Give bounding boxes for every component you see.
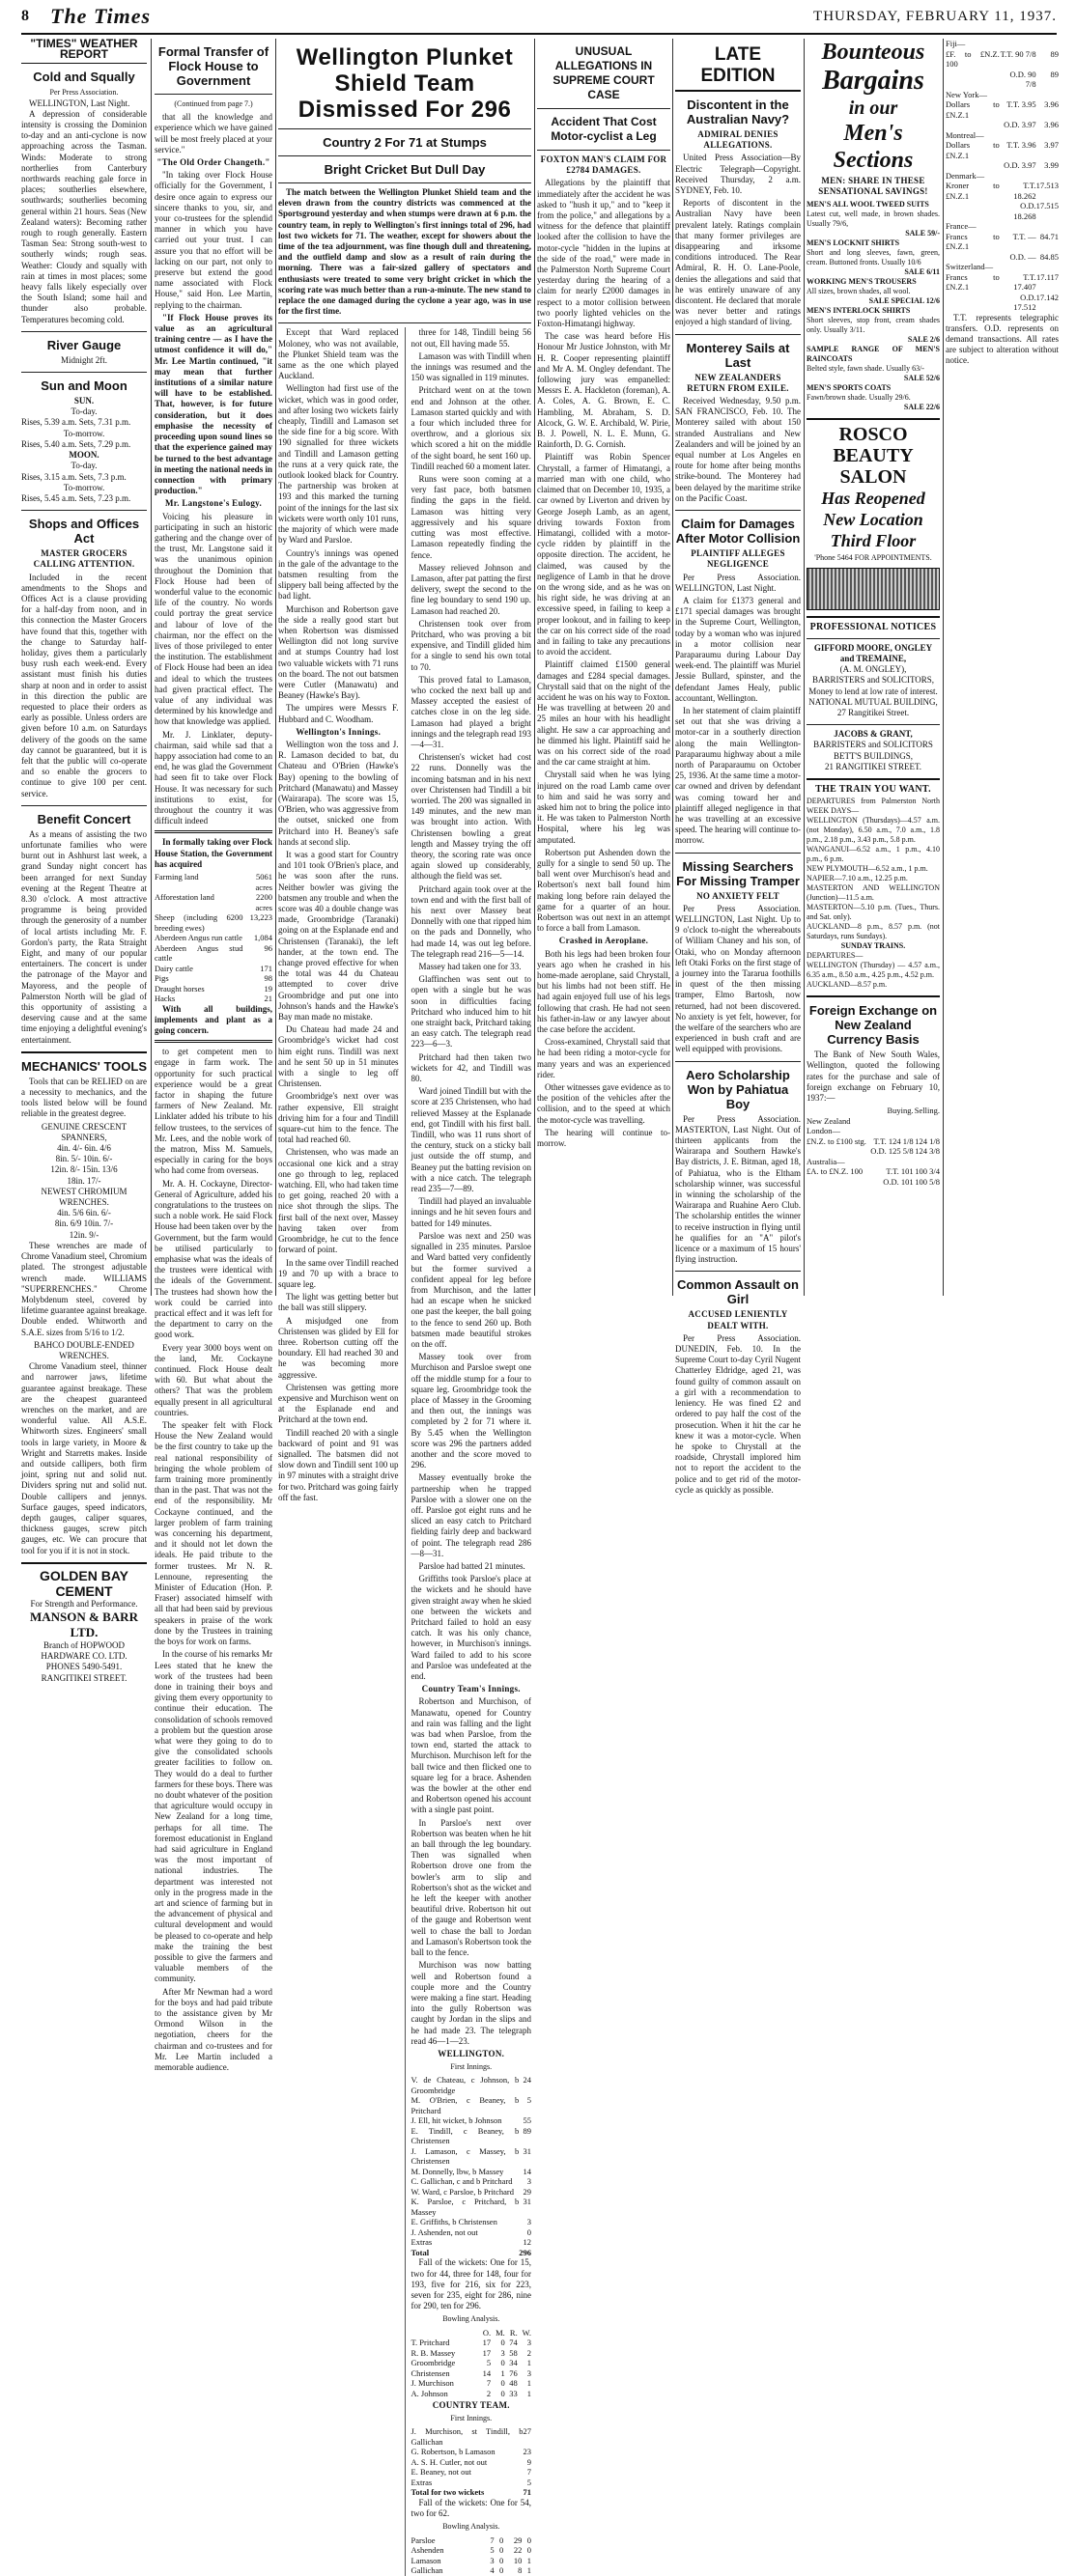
table-row: Pigs 98 <box>155 973 272 984</box>
moon-row: Rises, 3.15 a.m. Sets, 7.3 p.m. <box>21 471 127 482</box>
tools-line: 12in. 8/- 15in. 13/6 <box>50 1164 118 1175</box>
column-3 <box>278 39 531 2576</box>
table-row: New Zealand <box>807 1115 851 1126</box>
table-row: Hacks 21 <box>155 994 272 1004</box>
court-case-heading: UNUSUAL ALLEGATIONS IN SUPREME COURT CASE <box>552 44 655 101</box>
table-row: Ashenden 5 0 22 0 <box>411 2545 531 2556</box>
monterey-subheading: NEW ZEALANDERS RETURN FROM EXILE. <box>687 372 789 393</box>
missing-searchers-subheading: NO ANXIETY FELT <box>696 890 779 901</box>
table-row: J. Murchison, st Tindill, b Gallichan 27 <box>411 2426 531 2447</box>
ad-line: in our <box>848 98 898 119</box>
ad-line: Has Reopened <box>821 489 925 509</box>
article-paragraph: Pritchard had then taken two wickets for 42, and Tindill was 80. <box>411 1051 531 1084</box>
fx-note: T.T. represents telegraphic transfers. O.D. represents on demand transactions. All rates are subject to alteration without notice. <box>946 312 1059 366</box>
today-label: To-day. <box>71 461 98 471</box>
train-line: MASTERTON—5.10 p.m. (Tues., Thurs. and Sat. only). <box>807 903 940 922</box>
claim-damages-heading: Claim for Damages After Motor Collision <box>675 517 801 546</box>
article-paragraph: In Parsloe's next over Robertson was beaten when he hit an ball through the leg boundary. Then was signalled when Robertson drove one from the bowler's arm to slip and Robertson's shot as the wicket and he left the keeper with another beautiful drive. Robertson hit out of the gauge and Robertson went well to chase the ball to Jordan and Lamason's Robertson took the ball to the fence. <box>411 1817 531 1958</box>
table-row: J. Lamason, c Massey, b Christensen 31 <box>411 2145 531 2167</box>
article-paragraph: Christensen's wicket had cost 22 runs. Donnelly was the incoming batsman and in his next over Christensen had Tindill a bit worried. The 200 was signalled in 149 minutes, and the new man was brought into action. With Christensen bowling a great length and Massey trying the off theory, the scoring rate was once again slowed up considerably, although the field was set. <box>411 752 531 882</box>
column-rule <box>672 39 673 1296</box>
table-row: Francs to £N.Z.1 T.T. — 84.71 <box>946 231 1059 251</box>
table-row: Buying. Selling. <box>887 1106 940 1116</box>
article-paragraph: Plaintiff was Robin Spencer Chrystall, a farmer of Himatangi, a married man with one child, who claimed that on December 10, 1935, a car owned by Liverton and driven by George Joseph Lamb, as an agent, driving towards Foxton from Himatangi, collided with a motor-cycle ridden by plaintiff in the opposite direction. The accident, he claimed, was caused by the negligence of Lamb in that he drove on the wrong side, and as he was on his right side, he was driving at an excessive speed, in failing to keep a proper lookout, and in failing to keep the car on his correct side of the road and in failing to take any precautions to avoid the accident. <box>537 452 670 658</box>
train-line: AUCKLAND—8.57 p.m. <box>807 980 888 990</box>
column-rule <box>943 39 944 1296</box>
article-paragraph: Robertson put Ashenden down the gully for a single to send 50 up. The ball went over Murchison's head and Robertson's next ball found him making long before rain delayed the game for a quarter of an hour. Robertson was out next in an attempt to force a ball from Lamason. <box>537 847 670 934</box>
table-row: O.D. 90 7/8 89 <box>1009 69 1059 89</box>
article-paragraph: Robertson and Murchison, of Manawatu, opened for Country and rain was falling and the light was bad when Parsloe, from the town end, started the attack to Murchison. Murchison left for the ball twice and then flicked one to square leg for a brace. Ashenden was the bowler at the other end and Robertson opened his account with a single past point. <box>411 1696 531 1815</box>
column-rule <box>151 39 152 1296</box>
table-row: Sheep (including 6200 breeding ewes) 13,223 <box>155 912 272 933</box>
table-row: New York— <box>946 89 987 99</box>
article-paragraph: In her statement of claim plaintiff set out that she was driving a motor-car in a southerly direction along the main Wellington-Paraparaumu highway about a mile north of Paraparaumu on October 25, 1936. At the same time a motor-car owned and driven by defendant was coming toward her and plaintiff alleged negligence in that he was travelling at an excessive speed. The hearing will continue to-morrow. <box>675 705 801 846</box>
train-line: SUNDAY TRAINS. <box>840 941 906 951</box>
fx-heading: Foreign Exchange on New Zealand Currency Basis <box>808 1003 938 1048</box>
article-paragraph: three for 148, Tindill being 56 not out, Ell having made 55. <box>411 327 531 349</box>
tomorrow-label: To-morrow. <box>63 482 105 492</box>
article-paragraph: A misjudged one from Christensen was glided by Ell for three. Robertson cutting off the boundary. Ell had reached 30 and he was becoming more aggressive. <box>278 1315 399 1380</box>
continued-note: (Continued from page 7.) <box>174 99 253 108</box>
article-paragraph: Other witnesses gave evidence as to the position of the vehicles after the collision, and to the speed at which the motor-cycle was travelling. <box>537 1082 670 1125</box>
cricket-deck: Bright Cricket But Dull Day <box>324 162 486 177</box>
table-row: Draught horses 19 <box>155 983 272 994</box>
table-row: Dairy cattle 171 <box>155 963 272 973</box>
table-row: Lamason 3 0 10 1 <box>411 2555 531 2565</box>
shops-body: Included in the recent amendments to the Shops and Offices Act is a clause providing for a half-day from noon, and in this connection the Master Grocers have found that this, together with the change to Saturday half-holiday, gives them a particularly busy rush each week-end. Every assistant must finish his duties sharp at noon and in order to assist in this direction the public are requested to place their orders as early as possible. Unless orders are given before 10 a.m. on Saturdays delivery of the goods on the same day cannot be guaranteed, but it is felt that the public will co-operate and so enable the grocers to continue to give 100 per cent. service. <box>21 572 147 798</box>
sun-row: Rises, 5.40 a.m. Sets, 7.29 p.m. <box>21 438 131 449</box>
tools-line: 12in. 9/- <box>69 1229 99 1240</box>
ad-line: Men's <box>843 121 903 146</box>
assault-subheading: ACCUSED LENIENTLY DEALT WITH. <box>688 1309 788 1330</box>
table-row: £A. to £N.Z. 100 T.T. 101 100 3/4 <box>807 1166 940 1177</box>
train-line: AUCKLAND—8 p.m., 8.57 p.m. (not Saturdays, runs Sundays). <box>807 922 940 941</box>
table-row: K. Parsloe, c Pritchard, b Massey 31 <box>411 2197 531 2217</box>
weather-heading: Cold and Squally <box>33 70 135 85</box>
column-rule <box>534 39 535 1296</box>
train-line: MASTERTON AND WELLINGTON (Junction)—11.5 a.m. <box>807 883 940 903</box>
country-scorecard <box>411 2426 532 2498</box>
table-row: Kroner to £N.Z.1 T.T. 18.262 17.513 <box>946 181 1059 201</box>
ad-line: New Location <box>823 510 923 530</box>
ad-line: For Strength and Performance. <box>30 1598 138 1609</box>
ad-line: BEAUTY <box>833 445 914 467</box>
article-paragraph: Parsloe had batted 21 minutes. <box>418 1560 525 1571</box>
article-paragraph: Murchison and Robertson gave the side a really good start but when Robertson was dismissed Wellington did not long survive and at stumps Country had lost two valuable wickets with 71 runs on the board. The not out batsmen were Cutler (Manawatu) and Beaney (Hawke's Bay). <box>278 603 399 701</box>
trains-sub: DEPARTURES from Palmerston North WEEK DAYS— <box>807 797 940 816</box>
shops-heading: Shops and Offices Act <box>28 517 140 546</box>
article-paragraph: Wellington had first use of the wicket, which was in good order, and after losing two wickets fairly cheaply, Tindill and Lamason set the side fine for a big score. With 190 signalled for three wickets and Tindill and Lamason getting the runs at a very quick rate, the outlook looked black for Country. The partnership was broken at 193 and this marked the turning point of the innings for the last six wickets were worth only 101 runs, the majority of which were made by Ward and Parsloe. <box>278 383 399 546</box>
masthead: The Times <box>50 4 152 28</box>
subheading: Country Team's Innings. <box>421 1684 521 1694</box>
tools-heading: MECHANICS' TOOLS <box>21 1058 147 1074</box>
table-row: R. B. Massey 17 3 58 2 <box>411 2347 531 2358</box>
table-row: Total 296 <box>411 2247 531 2257</box>
article-paragraph: to get competent men to engage in farm work. The opportunity for such practical experience would be a great factor in shaping the future farmers of New Zealand. Mr. Linklater added his tribute to his fellow trustees, to the services of Mr. Lees, and the noble work of the matron, Miss M. Samuels, especially in caring for the boys who had come from overseas. <box>155 1047 272 1176</box>
aero-heading: Aero Scholarship Won by Pahiatua Boy <box>686 1067 790 1111</box>
scoreboard-title: WELLINGTON. <box>438 2048 505 2058</box>
train-line: WANGANUI—6.52 a.m., 1 p.m., 4.10 p.m., 6 p.m. <box>807 845 940 864</box>
table-row: Dollars to £N.Z.1 T.T. 3.96 3.97 <box>946 140 1059 160</box>
article-paragraph: Pritchard again took over at the town end and with the first ball of his next over Massey beat Donnelly with one that ripped him on the pads and Donnelly, who had made 14, was out leg before. The telegraph read 216—5—14. <box>411 883 531 959</box>
subheading: Crashed in Aeroplane. <box>558 936 649 946</box>
assault-heading: Common Assault on Girl <box>677 1277 799 1307</box>
tools-line: 8in. 5/- 10in. 6/- <box>55 1154 113 1164</box>
notice-line: GIFFORD MOORE, ONGLEY and TREMAINE, <box>813 642 933 664</box>
table-row: J. Murchison 7 0 48 1 <box>411 2378 531 2389</box>
table-row: France— <box>946 221 977 231</box>
weather-dateline: WELLINGTON, Last Night. <box>29 98 130 108</box>
article-paragraph: A claim for £1373 general and £171 special damages was brought in the Supreme Court, Wellington, today by a woman who was injured in a motor collision near Paraparaumu during Labour Day week-end. The plaintiff was Muriel Jessie Bullard, spinster, and the defendant James Healy, public accountant, Wellington. <box>675 595 801 703</box>
sun-label: SUN. <box>73 396 95 406</box>
table-row: London— <box>807 1126 840 1136</box>
article-paragraph: Groombridge's next over was rather expensive, Ell straight driving him for a four and Tindill square-cut him to the fence. The total had reached 60. <box>278 1091 399 1145</box>
table-row: Denmark— <box>946 170 985 181</box>
river-heading: River Gauge <box>46 337 122 352</box>
country-fall-of-wickets: Fall of the wickets: One for 54, two for 62. <box>411 2497 531 2519</box>
notice-line: BETT'S BUILDINGS, <box>833 750 914 761</box>
article-paragraph: Tindill reached 20 with a single backward of point and 91 was signalled. The batsmen did not slow down and Tindill sent 100 up in 97 minutes with a straight drive for two. Pritchard was going fairly off the fast. <box>278 1427 399 1502</box>
country-bowling-title: Bowling Analysis. <box>442 2522 500 2532</box>
subheading: Mr. Langstone's Eulogy. <box>164 498 263 509</box>
article-paragraph: that all the knowledge and experience which we have gained will be most freely placed at your service." <box>155 112 272 154</box>
fx-table <box>807 1106 940 1187</box>
table-row: £N.Z. to £100 stg. T.T. 124 1/8 124 1/8 <box>807 1135 940 1146</box>
notice-line: 27 Rangitikei Street. <box>836 708 910 718</box>
ad-line: Third Floor <box>830 531 917 551</box>
moon-row: Rises, 5.45 a.m. Sets, 7.23 p.m. <box>21 492 131 503</box>
notices-title: PROFESSIONAL NOTICES <box>809 621 937 632</box>
train-line: NAPIER—7.10 a.m., 12.25 p.m. <box>807 874 908 883</box>
benefit-heading: Benefit Concert <box>37 811 131 826</box>
table-row: Gallichan 4 0 8 1 <box>411 2565 531 2576</box>
ad-line: MEN: SHARE IN THESE SENSATIONAL SAVINGS! <box>818 176 928 197</box>
article-paragraph: Mr. A. H. Cockayne, Director-General of Agriculture, added his congratulations to the trustees on such a noble work. He said Flock House had been taken over by the Government, but the farm would be utilised particularly to emphasise what was the ideals of the trustees were identical with the ideals of the Government. The trustees had shown how the work could be carried into practical effect and it was left for the department to carry on the good work. <box>155 1178 272 1340</box>
notice-line: JACOBS & GRANT, <box>834 729 913 740</box>
weather-report-title: "TIMES" WEATHER REPORT <box>21 39 147 64</box>
article-paragraph: Mr. J. Linklater, deputy-chairman, said while sad that a happy association had come to an end, he was glad the Government had seen fit to take over Flock House. It was necessary for such institutions to exist, for throughout the country it was difficult indeed <box>155 729 272 826</box>
column-4 <box>537 39 670 1296</box>
article-paragraph: Christensen took over from Pritchard, who was proving a bit expensive, and Tindill glided him for a single to send his own total to 70. <box>411 618 531 672</box>
ad-line: RANGITIKEI STREET. <box>41 1672 127 1683</box>
rosco-logo-image <box>807 568 940 610</box>
notice-line: (A. M. ONGLEY), <box>839 664 907 675</box>
article-paragraph: It was a good start for Country and 101 took O'Brien's place, and he was soon after the runs. Neither bowler was giving the batsmen any trouble and when the score was 40 a double change was made, Groombridge (Taranaki) going on at the Esplanade end and Christensen (Taranaki), the left hander, at the town end. The change proved effective for when the total was 44 du Chateau attempted to cover drive Groombridge and put one into Johnson's hands and the Hawke's Bay man made no mistake. <box>278 849 399 1022</box>
table-row: Groombridge 5 0 34 1 <box>411 2358 531 2368</box>
trains-title: THE TRAIN YOU WANT. <box>815 784 931 796</box>
ad-item: SAMPLE RANGE OF MEN'S RAINCOATS Belted style, fawn shade. Usually 63/- SALE 52/6 <box>807 345 940 383</box>
table-row: Australia— <box>807 1156 845 1166</box>
table-row: O.D. 17.512 17.142 <box>1013 292 1059 312</box>
issue-date: THURSDAY, FEBRUARY 11, 1937. <box>813 8 1057 24</box>
fx-intro: The Bank of New South Wales, Wellington, quoted the following rates for the purchase and sale of foreign exchange on February 10, 1937:— <box>807 1050 940 1104</box>
table-row: Afforestation land 2200 acres <box>155 892 272 912</box>
train-line: NEW PLYMOUTH—6.52 a.m., 1 p.m. <box>807 864 928 874</box>
notice-line: BARRISTERS and SOLICITORS, <box>811 675 935 686</box>
claim-damages-subheading: PLAINTIFF ALLEGES NEGLIGENCE <box>691 548 785 570</box>
table-row: Switzerland— <box>946 262 994 271</box>
ad-line: SALON <box>839 466 907 489</box>
table-row: £F. to £N.Z. 100 T.T. 90 7/8 89 <box>946 48 1059 69</box>
subheading: Wellington's Innings. <box>296 726 382 737</box>
tomorrow-label: To-morrow. <box>63 428 105 438</box>
article-paragraph: This proved fatal to Lamason, who cocked the next ball up and Massey accepted the easiest of catches close in on the leg side. Lamason had played a bright innings and the telegraph read 193—4—31. <box>411 674 531 749</box>
inventory-intro: In formally taking over Flock House Station, the Government has acquired <box>155 837 272 869</box>
table-row: J. Ell, hit wicket, b Johnson 55 <box>411 2115 531 2126</box>
table-row: M. Donnelly, lbw, b Massey 14 <box>411 2166 531 2176</box>
missing-searchers-heading: Missing Searchers For Missing Tramper <box>676 858 800 888</box>
table-row: Dollars to £N.Z.1 T.T. 3.95 3.96 <box>946 99 1059 120</box>
article-paragraph: United Press Association—By Electric Telegraph—Copyright. Received Thursday, 2 a.m. SYDNEY, Feb. 10. <box>675 153 801 196</box>
article-paragraph: Murchison was now batting well and Robertson found a couple more and the Country were making a fine start. Heading into the gully Robertson was caught by Jordan in the slips and he had made 23. The telegraph read 46—1—23. <box>411 1960 531 2046</box>
notice-line: 21 RANGITIKEI STREET. <box>824 761 922 771</box>
ad-line: Branch of HOPWOOD HARDWARE CO. LTD. <box>41 1639 127 1662</box>
navy-subheading: ADMIRAL DENIES ALLEGATIONS. <box>697 129 779 151</box>
column-7 <box>946 39 1059 1296</box>
article-paragraph: Tindill had played an invaluable innings and he hit seven fours and batted for 149 minutes. <box>411 1196 531 1228</box>
article-paragraph: Every year 3000 boys went on the land, Mr. Cockayne continued. Flock House dealt with 60. But what about the others? That was the problem equally present in all agricultural countries. <box>155 1342 272 1417</box>
article-paragraph: Du Chateau had made 24 and Groombridge's wicket had cost him eight runs. Tindill was next and he sent 50 up in 51 minutes with a single to leg off Christensen. <box>278 1024 399 1089</box>
article-paragraph: The speaker felt with Flock House the New Zealand would be the first country to take up the real national responsibility of bringing the whole problem of farm training more prominently than in the past. That was not the end of the responsibility. Mr Cockayne continued, and the larger problem of farm training was concerning his department, and it should not let down the ideals. He paid tribute to the former trustees. Mr N. R. Lennoune, representing the Minister of Education (Hon. P. Fraser) associated himself with all that had been said by previous speakers in praise of the work done by the Trustees in training the boys for work on farms. <box>155 1420 272 1647</box>
table-row: V. de Chateau, c Johnson, b Groombridge 24 <box>411 2075 531 2095</box>
table-row: G. Robertson, b Lamason 23 <box>411 2447 531 2457</box>
page-number: 8 <box>21 8 29 24</box>
scoreboard-sub: First Innings. <box>450 2062 493 2072</box>
table-row: M. O'Brien, c Beaney, b Pritchard 5 <box>411 2095 531 2115</box>
monterey-heading: Monterey Sails at Last <box>686 340 790 370</box>
table-row: E. Tindill, c Beaney, b Christensen 89 <box>411 2125 531 2146</box>
train-line: WELLINGTON (Thursdays)—4.57 a.m. (not Monday), 6.50 a.m., 7.0 a.m., 1.8 p.m., 2.18 p.m., 3.43 p.m., 5.8 p.m. <box>807 816 940 845</box>
table-row: Extras 5 <box>411 2477 531 2487</box>
ad-manson-barr: MANSON & BARR LTD. <box>30 1609 138 1639</box>
bowling-table <box>411 2328 532 2399</box>
page-header <box>21 0 1057 35</box>
table-row: A. Johnson 2 0 33 1 <box>411 2388 531 2398</box>
fx-table-continued <box>946 39 1059 313</box>
table-row: O.D. 3.97 3.99 <box>1004 160 1059 170</box>
article-paragraph: Allegations by the plaintiff that immediately after the accident he was asked to "hush it up," and to "keep it from the police," and allegations by a witness for the defence that plaintiff looked after the collision to have the motor-cycle "hidden in the lupins at the side of the road," were made in the Palmerston North Supreme Court yesterday during the hearing of a claim for nearly £2000 damages in respect to a motor collision between two poorly lighted vehicles on the Foxton-Himatangi highway. <box>537 178 670 329</box>
tools-line: 8in. 6/9 10in. 7/- <box>54 1218 114 1229</box>
tools-body: Tools that can be RELIED on are a necessity to mechanics, and the tools listed below will be found reliable in the greatest degree. <box>21 1076 147 1119</box>
mens-bargains-ad <box>807 39 940 412</box>
article-paragraph: Country's innings was opened in the gale of the advantage to the batsmen resulting from the slippery ball being affected by the bad light. <box>278 547 399 602</box>
fall-of-wickets: Fall of the wickets: One for 15, two for 44, three for 148, four for 193, five for 216, six for 223, seven for 235, eight for 286, nine for 290, ten for 296. <box>411 2257 531 2311</box>
cricket-headline: Wellington Plunket Shield Team Dismissed For 296 <box>296 44 514 123</box>
column-2 <box>155 39 272 2073</box>
table-row: O.D. 125 5/8 124 3/8 <box>870 1146 940 1157</box>
ad-item: MEN'S LOCKNIT SHIRTS Short and long sleeves, fawn, green, cream. Buttoned fronts. Usually 10/6 SALE 6/11 <box>807 238 940 277</box>
country-bowling-table <box>411 2535 532 2576</box>
table-row: Aberdeen Angus stud cattle 96 <box>155 942 272 964</box>
table-row: O.D. 18.268 17.515 <box>1013 201 1059 221</box>
table-row: Christensen 14 1 76 3 <box>411 2367 531 2378</box>
court-case-deck: FOXTON MAN'S CLAIM FOR £2784 DAMAGES. <box>540 154 667 176</box>
tools-line: GENUINE CRESCENT SPANNERS, <box>41 1121 127 1142</box>
article-paragraph: "In taking over Flock House officially for the Government, I desire once again to express our sincere thanks to you, sir, and your co-trustees for the splendid manner in which you have carried out your trust. I can assure you that no effort will be lacking on our part, not only to preserve but extend the good name associated with Flock House," said Hon. Lee Martin, replying to the chairman. <box>155 170 272 310</box>
subheading: "The Old Order Changeth." <box>156 157 270 168</box>
cricket-lede: The match between the Wellington Plunket Shield team and the eleven drawn from the country districts was commenced at the Sportsground yesterday and when stumps were drawn at 6 p.m. the country team, in reply to Wellington's first innings total of 296, had lost two wickets for 71. The weather, except for showers about the time of the tea adjournment, was fine though dull and threatening, and the outfield damp and slow as a result of rain during the morning. There was a fair-sized gallery of spectators and enthusiasts were treated to some very bright cricket in which the scoring rate was much better than a run-a-minute. The new stand to replace the one damaged during the cyclone a year ago, was in use for the first time. <box>278 187 531 317</box>
article-paragraph: Christensen was getting more expensive and Murchison went on at the Esplanade end and Pritchard at the town end. <box>278 1382 399 1425</box>
flock-house-heading: Formal Transfer of Flock House to Government <box>157 44 269 88</box>
article-paragraph: Reports of discontent in the Australian Navy have been prevalent lately. Ratings complain that many former privileges are disappearing and irksome conditions introduced. The Rear Admiral, R. H. O. Lane-Poole, denies the allegations and said that he was entirely unaware of any discontent. He declared that morale was never better and ratings enjoyed a high standard of living. <box>675 198 801 327</box>
article-paragraph: Per Press Association. MASTERTON, Last Night. Out of thirteen applicants from the Wairarapa and Southern Hawke's Bay districts, J. E. Bitman, aged 18, of Pahiatua, who is the Eltham scholarship winner, was successful in winning the scholarship of the Wairarapa and Ruahine Aero Club. The scholarship entitles the winner to receive instruction in flying until he qualifies for an "A" pilot's licence or a maximum of 15 hours' flying instruction. <box>675 1113 801 1265</box>
table-row: Extras 12 <box>411 2237 531 2248</box>
late-edition-heading: LATE EDITION <box>675 44 801 92</box>
column-1 <box>21 37 147 1683</box>
ad-line: Sections <box>833 148 914 173</box>
ad-item: MEN'S ALL WOOL TWEED SUITS Latest cut, well made, in brown shades. Usually 79/6, SALE 59/- <box>807 200 940 238</box>
article-paragraph: "If Flock House proves its value as an agricultural training centre — as I have the utmost confidence it will do," Mr. Lee Martin continued, "it may mean that further institutions of a similar nature will have to be established. That, however, is for future consideration, but it does emphasise the necessity of proceeding upon sound lines so that the experience gained may be turned to the best advantage in meeting the national needs in connection with primary production." <box>155 312 272 496</box>
today-label: To-day. <box>71 406 98 417</box>
sun-row: Rises, 5.39 a.m. Sets, 7.31 p.m. <box>21 417 131 428</box>
train-line: WELLINGTON (Thursday) — 4.57 a.m., 6.35 a.m., 8.50 a.m., 4.25 p.m., 4.52 p.m. <box>807 961 940 980</box>
table-row: T. Pritchard 17 0 74 3 <box>411 2338 531 2348</box>
table-row: Aberdeen Angus run cattle 1,084 <box>155 933 272 943</box>
ad-item: MEN'S SPORTS COATS Fawn/brown shade. Usually 29/6. SALE 22/6 <box>807 383 940 412</box>
table-row: O. M. R. W. <box>482 2327 531 2338</box>
article-paragraph: Massey eventually broke the partnership when he trapped Parsloe with a slower one on the off. Parsloe got eight runs and he sliced an easy catch to Pritchard fielding fairly deep and backward of point. The telegraph read 286—8—31. <box>411 1472 531 1558</box>
article-paragraph: Received Wednesday, 9.50 p.m. SAN FRANCISCO, Feb. 10. The Monterey sailed with about 150 stranded Australians and New Zealanders and will be joined by an equal number at Los Angeles en route for home after being months strike-bound. The Monterey had been delayed by the maritime strike on the Pacific Coast. <box>675 396 801 503</box>
article-paragraph: Cross-examined, Chrystall said that he had been riding a motor-cycle for many years and was an experienced rider. <box>537 1037 670 1079</box>
table-row: O.D. 101 100 5/8 <box>883 1176 940 1187</box>
inventory-end: With all buildings, implements and plant as a going concern. <box>155 1003 272 1035</box>
table-row: C. Gallichan, c and b Pritchard 3 <box>411 2176 531 2187</box>
court-case-subheading: Accident That Cost Motor-cyclist a Leg <box>551 115 657 143</box>
weather-body: A depression of considerable intensity is crossing the Dominion to-day and an anti-cyclone is now approaching across the Tasman. Winds: Moderate to strong northerlies from Canterbury northwards reaching gale force in places; southerlies elsewhere, southwards; southerlies becoming general within 21 hours. Seas (New Zealand waters): Becoming rather rough to rough generally. Eastern Tasman Sea: Strong south-west to southerly winds; rough seas. Weather: Cloudy and squally with rain at times in most places; some heavy falls likely especially over the South Island; some hail and thunder also probable. Temperatures becoming cold. <box>21 108 147 324</box>
column-6 <box>807 39 940 1296</box>
article-paragraph: Massey relieved Johnson and Lamason, after pat patting the first delivery, swept the second to the fine leg boundary to send 190 up. Lamason had reached 20. <box>411 562 531 616</box>
article-paragraph: The hearing will continue to-morrow. <box>537 1127 670 1149</box>
article-paragraph: Both his legs had been broken four years ago when he crashed in his home-made aeroplane, said Chrystall, but his limbs had not been stiff. He had again enjoyed full use of his legs following that crash. He had not seen his father-in-law or any lawyer about the case before the accident. <box>537 948 670 1035</box>
article-paragraph: Lamason was with Tindill when the innings was resumed and the 150 was signalled in 119 minutes. <box>411 350 531 383</box>
table-row: Montreal— <box>946 129 984 140</box>
article-paragraph: Ward joined Tindill but with the score at 235 Christensen, who had relieved Massey at the Esplanade end, got Tindill with his first ball. Tindill, who was 11 runs short of the century, stuck on a sticky ball just outside the off stump, and Beaney put the batting revision on with a nice catch. The telegraph read 235—7—89. <box>411 1086 531 1194</box>
notice-line: Money to lend at low rate of interest. <box>808 686 938 696</box>
river-reading: Midnight 2ft. <box>60 354 107 365</box>
table-row: E. Griffiths, b Christensen 3 <box>411 2217 531 2227</box>
moon-label: MOON. <box>69 450 99 461</box>
ad-line: Bargains <box>822 66 924 96</box>
shops-subheading: MASTER GROCERS CALLING ATTENTION. <box>33 548 135 570</box>
country-scoreboard-sub: First Innings. <box>450 2414 493 2423</box>
table-row: Francs to £N.Z.1 T.T. 17.407 17.117 <box>946 271 1059 292</box>
tools-line: 4in. 5/6 6in. 6/- <box>57 1208 111 1218</box>
tools-body: Chrome Vanadium steel, thinner and narrower jaws, lifetime guarantee against breakage. These are the cheapest guaranteed wrenches on the market, and are wonderful value. All A.S.E. Whitworth sizes. Engineers' small tools in large variety, in Moore & Wright and Starretts makes. Inside and outside callipers, both firm joint, spring nut and solid nut. Dividers spring nut and solid nut. Double callipers and jennys. Surface gauges, speed indicators, depth gauges, caliper squares, thickness gauges, screw pitch gauges, etc. We can procure that tool for you if it is not in stock. <box>21 1361 147 1555</box>
table-row: A. S. H. Cutler, not out 9 <box>411 2456 531 2467</box>
table-row: J. Ashenden, not out 0 <box>411 2226 531 2237</box>
ad-line: ROSCO <box>838 424 908 446</box>
article-paragraph: Griffiths took Parsloe's place at the wickets and he should have given straight away when he skied one between the wickets and Pritchard failed to hold an easy catch. It was his only chance, however, in Murchison's innings. Ward failed to add to his score and Parsloe was undefeated at the end. <box>411 1574 531 1682</box>
article-paragraph: Per Press Association. WELLINGTON, Last Night. Up to 9 o'clock to-night the whereabouts of William Chaney and his son, of Otaki, who on Monday afternoon left Otaki Forks on the first stage of a journey into the Tararua foothills in quest of the then missing tramper, Elmo Bartosh, now returned, had not been discovered. No anxiety is yet felt, however, for the welfare of the searchers who are experienced in bush craft and are well equipped with provisions. <box>675 903 801 1054</box>
wellington-scorecard <box>411 2075 532 2257</box>
tools-body: These wrenches are made of Chrome Vanadium steel, Chromium plated. The strongest adjustable wrench made. WILLIAMS "SUPERRENCHES." Chrome Molybdenum steel, covered by lifetime guarantee against breakage. Double ended. Whitworth and S.A.E. sizes from 5/16 to 1/2. <box>21 1240 147 1337</box>
article-paragraph: Plaintiff claimed £1500 general damages and £284 special damages. Chrystall said that on the night of the accident he was on his way to Foxton. He was travelling at between 20 and 25 miles an hour with his headlight alight. He saw a car approaching and he dimmed his light. Plaintiff said he was on his correct side of the road and the car came straight at him. <box>537 659 670 768</box>
article-paragraph: Chrystall said when he was lying injured on the road Lamb came over to him and said he was sorry and asked him not to bring the police into it. He was taken to Palmerston North Hospital, where his leg was amputated. <box>537 770 670 845</box>
weather-source: Per Press Association. <box>49 88 119 98</box>
article-paragraph: In the same over Tindill reached 19 and 70 up with a brace to square leg. <box>278 1257 399 1289</box>
column-rule <box>804 39 805 1296</box>
column-5 <box>675 39 801 1495</box>
ad-line: 'Phone 5464 FOR APPOINTMENTS. <box>814 553 932 563</box>
table-row: Parsloe 7 0 29 0 <box>411 2534 531 2545</box>
article-paragraph: Glaffinchen was sent out to open with a single but he was soon in difficulties facing Pritchard who induced him to hit one straight back, Pritchard taking an easy catch. The telegraph read 223—6—3. <box>411 974 531 1050</box>
table-row: Fiji— <box>946 39 966 48</box>
rosco-salon-ad <box>807 424 940 609</box>
article-paragraph: The umpires were Messrs F. Hubbard and C. Woodham. <box>278 703 399 724</box>
sun-moon-heading: Sun and Moon <box>41 378 127 394</box>
table-row: O.D. — 84.85 <box>1009 251 1059 262</box>
ad-item: WORKING MEN'S TROUSERS All sizes, brown shades, all wool. SALE SPECIAL 12/6 <box>807 277 940 306</box>
column-rule <box>275 39 276 1296</box>
ad-line: PHONES 5490-5491. <box>45 1662 123 1672</box>
table-row: W. Ward, c Parsloe, b Pritchard 29 <box>411 2186 531 2197</box>
notice-line: BARRISTERS and SOLICITORS <box>813 740 933 750</box>
article-paragraph: After Mr Newman had a word for the boys and had paid tribute to the assistance given by Mr Ormond Wilson in the negotiation, cheers for the chairman and co-trustees and for Mr. Lee Martin included a memorable audience. <box>155 1986 272 2073</box>
tools-line: 4in. 4/- 6in. 4/6 <box>57 1143 111 1154</box>
navy-heading: Discontent in the Australian Navy? <box>686 98 790 126</box>
notice-line: NATIONAL MUTUAL BUILDING, <box>808 696 938 707</box>
tools-line: BAHCO DOUBLE-ENDED WRENCHES. <box>34 1339 134 1360</box>
table-row: E. Beaney, not out 7 <box>411 2467 531 2478</box>
article-paragraph: Pritchard went on at the town end and Johnson at the other. Lamason started quickly and with a four which included three for overthrow, and a glorious six which scored a hit on the middle of the sight board, he sent 160 up. Tindill reached 60 a moment later. <box>411 385 531 471</box>
tools-line: NEWEST CHROMIUM WRENCHES. <box>41 1186 127 1208</box>
bowling-title: Bowling Analysis. <box>442 2314 500 2324</box>
article-paragraph: The light was getting better but the ball was still slippery. <box>278 1292 399 1313</box>
train-line: DEPARTURES— <box>807 951 864 961</box>
article-paragraph: Massey had taken one for 33. <box>418 962 522 972</box>
article-paragraph: The case was heard before His Honour Mr Justice Johnston, with Mr H. R. Cooper representing plaintiff and Mr A. M. Ongley defendant. The following jury was empanelled: Messrs E. A. Hackleton (foreman), A. A. Coles, A. G. Brown, E. C. Hambling, M. Abraham, S. D. Alcock, G. W. E. Archibald, W. Pirie, B. J. Powell, N. L. E. Munn, G. Rainforth, D. G. Cornish. <box>537 331 670 450</box>
ad-item: MEN'S INTERLOCK SHIRTS Short sleeves, stop front, cream shades only. Usually 3/11. SALE 2/6 <box>807 306 940 345</box>
inventory-table <box>155 872 272 1004</box>
article-paragraph: Except that Ward replaced Moloney, who was not available, the Plunket Shield team was the same as the one which played Auckland. <box>278 327 399 381</box>
article-paragraph: In the course of his remarks Mr Lees stated that he knew the work of the trustees had been done in training their boys and giving them every opportunity to continue their education. The consolidation of schools removed a problem but the question arose what were they going to do to give the consolidated schools greater facilities to follow on. They would do a deal to further farmers for these boys. There was no doubt whatever of the position that agriculture would occupy in New Zealand for a long time, perhaps for all time. The foremost educationist in England had said agriculture in England was the most important of national industries. The department was interested not only in the progress made in the art and science of farming but in the advancement of physical and cultural development and would be pleased to co-operate and help make the training the best possible to give the farmers and valuable members of the community. <box>155 1649 272 1984</box>
article-paragraph: Parsloe was next and 250 was signalled in 235 minutes. Parsloe and Ward batted very confidently but the former survived a confident appeal for leg before from Murchison, and the latter had an escape when he snicked one past the keeper, the ball going to the fence to send 260 up. Both batsmen made beautiful strokes on the off. <box>411 1230 531 1349</box>
tools-line: 18in. 17/- <box>67 1175 101 1186</box>
cricket-deck: Country 2 For 71 at Stumps <box>323 135 487 150</box>
country-scoreboard-title: COUNTRY TEAM. <box>432 2400 510 2411</box>
article-paragraph: Per Press Association. DUNEDIN, Feb. 10. In the Supreme Court to-day Cyril Nugent Chatterley Eldridge, aged 21, was found guilty of common assault on a girl with a recommendation to leniency. He was fined £2 and ordered to pay half the cost of the prosecution. When it hit the car he knew it was a motor-cycle. When he spoke to Chrystall at the roadside, Chrystall implored him not to report the accident to the police and to get rid of the motor-cycle as quickly as possible. <box>675 1332 801 1495</box>
article-paragraph: Voicing his pleasure in participating in such an historic gathering and the change over of the trust, Mr. Langstone said it was the unanimous opinion throughout the Dominion that Flock House had been of wonderful value to the economic life of the country. No words could portray the great service and labour of love of the chairman, nor the effect on the lives of those privileged to enter the institution. The establishment of Flock House had been an idea and ideal to which the trustees had given practical effect. The value of any individual was determined by his knowledge and how that knowledge was applied. <box>155 511 272 727</box>
table-row: Total for two wickets 71 <box>411 2487 531 2498</box>
article-paragraph: Runs were soon coming at a very fast pace, both batsmen finding the gaps in the field. Lamason was hitting very aggressively and his square cutting was most effective. Lamason repeatedly finding the fence. <box>411 474 531 560</box>
table-row: O.D. 3.97 3.96 <box>1004 120 1059 129</box>
ad-line: Bounteous <box>821 40 925 65</box>
article-paragraph: Per Press Association. WELLINGTON, Last Night. <box>675 572 801 593</box>
article-paragraph: Christensen, who was made an occasional one kick and a stray one go through to leg, replaced watching. Ell, who had taken time to get going, reached 20 with a nice shot through the slips. The first ball of the next over, Massey having taken over from Groombridge, he cut to the fence forward of point. <box>278 1147 399 1255</box>
table-row: Farming land 5061 acres <box>155 872 272 892</box>
benefit-body: As a means of assisting the two unfortunate families who were burnt out in Ashhurst last week, a grand Sunday night concert has been arranged for next Sunday evening at the Regent Theatre at 8.30 o'clock. A most attractive programme is being provided through the generosity of a number of local artists including Mr. F. Gordon's party, the Rata Straight Eight, and many of our popular entertainers. The concert is under the patronage of the Mayor and Mayoress, and the people of Palmerston North will be glad of this opportunity of assisting a deserving cause and at the same time enjoying a delightful evening's entertainment. <box>21 828 147 1045</box>
ad-golden-bay: GOLDEN BAY CEMENT <box>39 1567 129 1599</box>
article-paragraph: Wellington won the toss and J. R. Lamason decided to bat, du Chateau and O'Brien (Hawke's Bay) opening to the bowling of Pritchard (Manawatu) and Massey (Wairarapa). The score was 15, O'Brien, who was aggressive from the outset, snicked one from Pritchard into H. Beaney's safe hands at second slip. <box>278 739 399 847</box>
article-paragraph: Massey took over from Murchison and Parsloe swept one off the middle stump for a four to square leg. Groombridge took the place of Massey in the Grooming and then out, the innings was completed by 2 for 71 where it. By 5.45 when the Wellington score was 296 the partners added another and the score moved to 296. <box>411 1352 531 1470</box>
